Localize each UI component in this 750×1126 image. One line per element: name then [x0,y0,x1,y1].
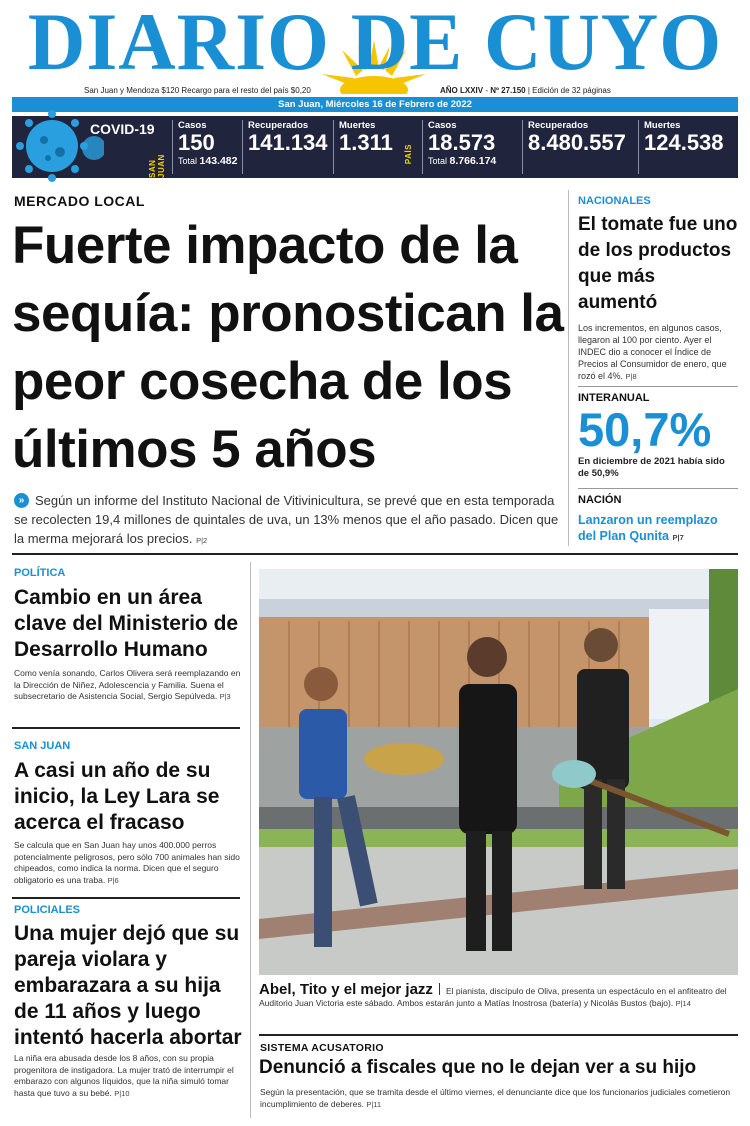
interanual-label: INTERANUAL [578,392,650,404]
pais-casos-label: Casos [428,120,457,131]
bottom-page-ref: P|11 [366,1099,382,1109]
sanjuan-page-ref: P|6 [107,875,119,885]
lead-kicker: MERCADO LOCAL [14,193,145,209]
edition-info: Edición de 32 páginas [532,86,611,95]
nacionales-page-ref: P|8 [625,372,637,381]
pais-casos [422,120,496,174]
section-divider [259,1034,738,1036]
sj-recuperados-value: 141.134 [248,130,328,155]
interanual-value: 50,7% [578,403,712,456]
band-photo[interactable] [259,569,738,975]
bottom-section-label: SISTEMA ACUSATORIO [260,1042,384,1054]
nacionales-body: Los incrementos, en algunos casos, llegaron al 100 por ciento. Ayer el INDEC dio a conocer el Índice de Precios al Consumidor de enero, que rozó el 4%. [578,323,727,381]
sanjuan-body: Se calcula que en San Juan hay unos 400.000 perros potencialmente peligrosos, pero sólo 700 animales han sido chipeados, como indica la norma. Dicen que el seguro obligatorio es una traba. [14,840,240,885]
pais-muertes-label: Muertes [644,120,681,131]
nacion-label: NACIÓN [578,494,622,506]
nacion-link[interactable] [578,512,738,546]
issue-year: AÑO LXXIV [440,86,484,95]
issue-info: AÑO LXXIV - Nº 27.150 | Edición de 32 páginas [440,86,611,95]
pais-recuperados-label: Recuperados [528,120,589,131]
policiales-page-ref: P|10 [114,1088,130,1098]
photo-caption [259,983,739,1009]
sj-muertes-label: Muertes [339,120,376,131]
bottom-body: Según la presentación, que se tramita desde el último viernes, el denunciante dice que los funcionarios judiciales cometieron incumplimiento de deberes. [260,1087,731,1109]
sj-casos [172,120,238,174]
divider [578,488,738,489]
pais-muertes-value: 124.538 [644,130,724,155]
photo-caption-title[interactable]: Abel, Tito y el mejor jazz [259,981,433,998]
sj-total-value: 143.482 [199,155,238,167]
bottom-text [260,1087,738,1110]
sj-muertes [333,120,393,174]
photo-page-ref: P|14 [675,998,691,1008]
lead-headline[interactable]: Fuerte impacto de la sequía: pronostican la peor cosecha de los últimos 5 años [12,216,564,479]
divider [578,386,738,387]
double-arrow-icon: » [14,493,29,508]
nacion-page-ref: P|7 [672,533,684,542]
politica-text [14,668,246,703]
pais-total-value: 8.766.174 [449,155,497,167]
sj-casos-value: 150 [178,130,215,155]
policiales-headline[interactable]: Una mujer dejó que su pareja violara y embarazara a su hija de 11 años y luego intentó hacerla abortar [14,922,242,1049]
pais-tag: PAÍS [404,144,413,165]
sj-recuperados [242,120,328,174]
issue-number: Nº 27.150 [490,86,526,95]
section-divider [12,553,738,555]
column-divider [250,562,251,1118]
sj-recuperados-label: Recuperados [248,120,309,131]
sanjuan-label: SAN JUAN [14,740,71,752]
sj-casos-label: Casos [178,120,207,131]
caption-separator [439,983,440,995]
politica-headline[interactable]: Cambio en un área clave del Ministerio de Desarrollo Humano [14,586,239,661]
covid-strip [12,116,738,178]
lead-summary [14,491,564,550]
nacion-link-text[interactable]: Lanzaron un reemplazo del Plan Qunita [578,513,718,543]
pais-muertes [638,120,724,174]
photo-caption-text: El pianista, discípulo de Oliva, presenta un espectáculo en el anfiteatro del Auditorio Juan Victoria este sábado. Ambos estarán junto a Matías Inostrosa (batería) y Nicolás Bustos (bajo). [259,986,727,1008]
section-divider [12,727,240,729]
covid-title: COVID-19 [90,121,155,137]
sj-total-label: Total [178,156,198,166]
newspaper-logo[interactable]: DIARIO DE CUYO [27,0,723,87]
politica-label: POLÍTICA [14,567,66,579]
interanual-note: En diciembre de 2021 había sido de 50,9% [578,456,725,479]
nacionales-story [578,195,738,383]
virus-icon [14,106,104,186]
lead-page-ref: P|2 [196,536,208,545]
bottom-headline[interactable]: Denunció a fiscales que no le dejan ver a su hijo [259,1057,697,1078]
pais-recuperados-value: 8.480.557 [528,130,626,155]
price-line: San Juan y Mendoza $120 Recargo para el resto del país $0,20 [84,86,311,95]
dateline: San Juan, Miércoles 16 de Febrero de 2022 [12,97,738,112]
nacionales-headline[interactable]: El tomate fue uno de los productos que más aumentó [578,214,738,313]
section-divider [12,897,240,899]
interanual-box [578,392,738,480]
pais-casos-value: 18.573 [428,130,496,155]
lead-summary-text: Según un informe del Instituto Nacional de Vitivinicultura, se prevé que en esta temporada se recolecten 19,4 millones de quintales de uva, un 13% menos que el año pasado. Dicen que la merma mejorará los precios. [14,493,559,546]
sanjuan-text [14,840,246,886]
pais-recuperados [522,120,626,174]
san-juan-tag: SAN JUAN [148,154,166,178]
sanjuan-headline[interactable]: A casi un año de su inicio, la Ley Lara se acerca el fracaso [14,759,220,834]
masthead [0,0,750,110]
policiales-label: POLICIALES [14,904,81,916]
policiales-body: La niña era abusada desde los 8 años, con su propia progenitora de instigadora. La mujer trató de interrumpir el embarazo con algunos líquidos, que la niña simuló tomar hasta que tuvo a su bebé. [14,1053,234,1098]
nacion-story [578,494,738,546]
nacionales-label: NACIONALES [578,195,651,207]
pais-total-label: Total [428,156,448,166]
column-divider [568,190,569,546]
politica-page-ref: P|3 [219,692,231,701]
nacionales-text [578,322,738,383]
policiales-text [14,1053,246,1099]
sj-muertes-value: 1.311 [339,130,393,155]
politica-body: Como venía sonando, Carlos Olivera será reemplazando en la Dirección de Niñez, Adolescencia y Familia. Suena el subsecretario de Asistencia Social, Sergio Sepúlveda. [14,668,241,701]
